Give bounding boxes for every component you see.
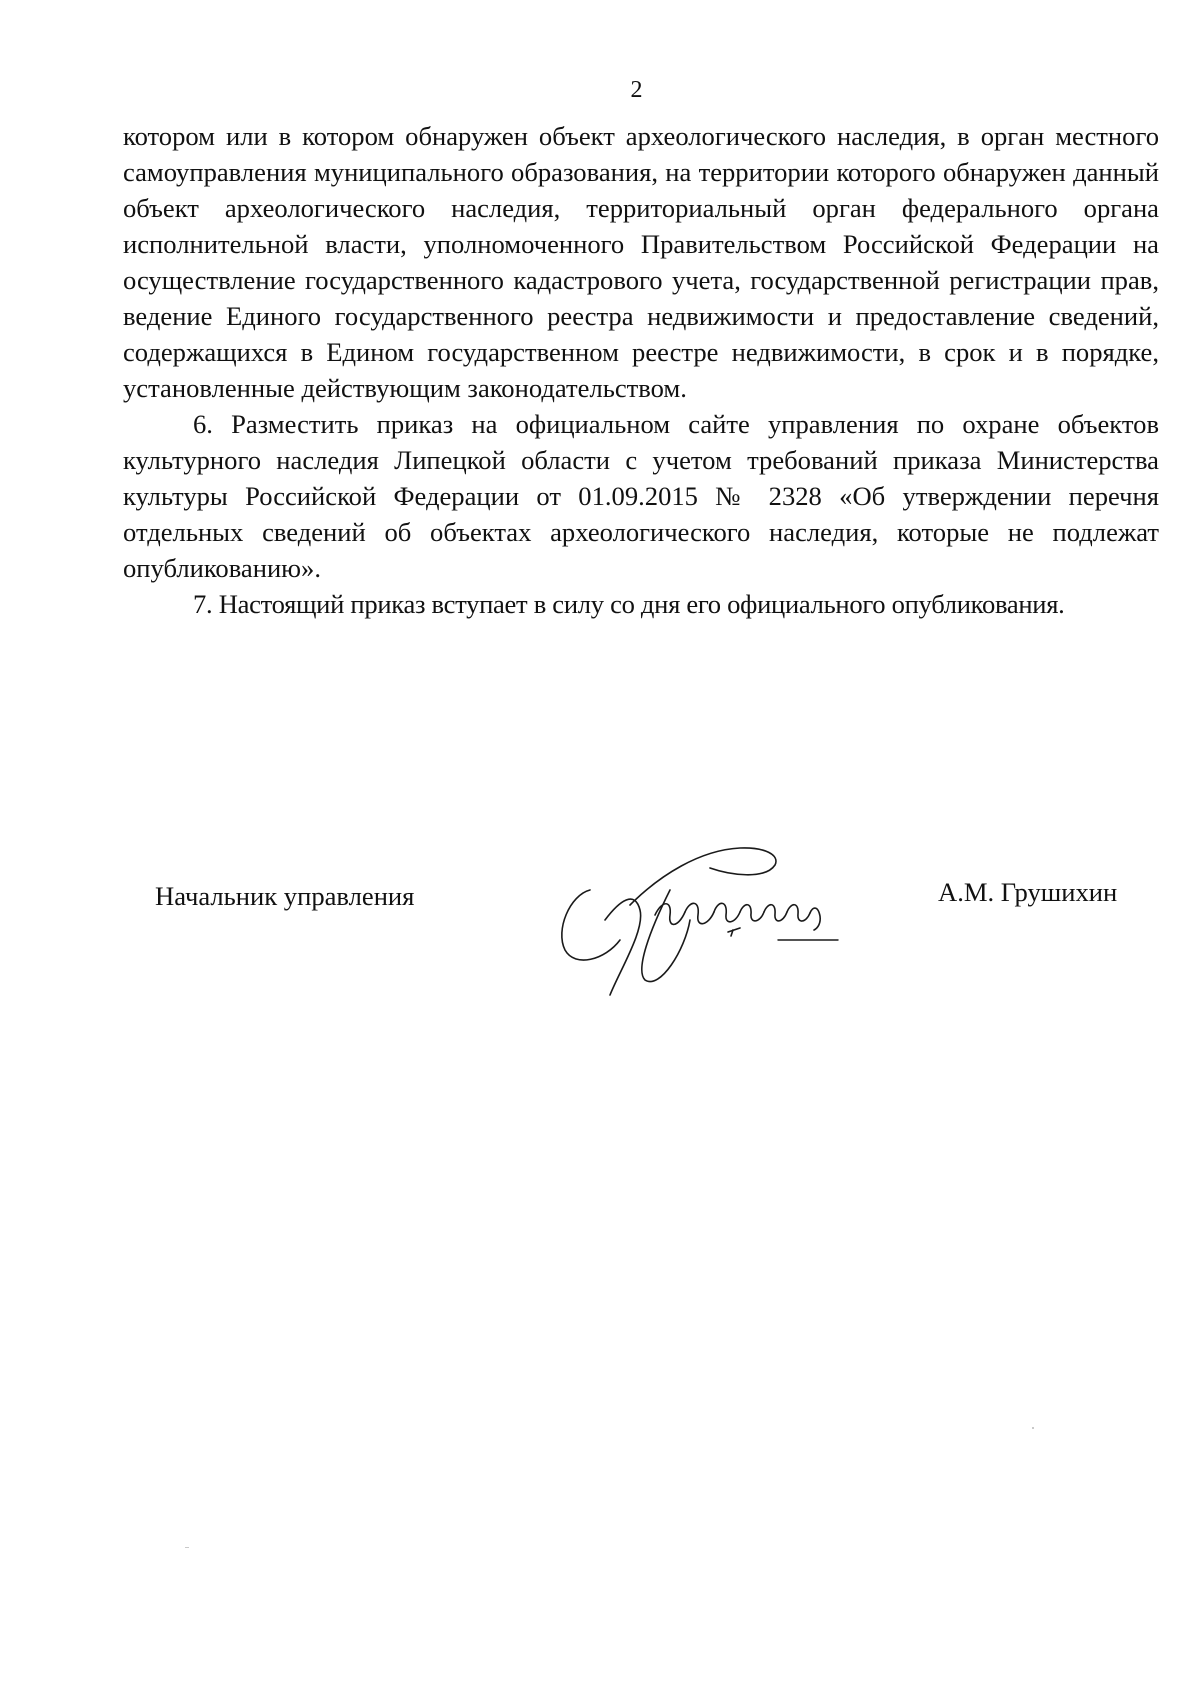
handwritten-signature <box>550 820 910 1000</box>
signatory-name: А.М. Грушихин <box>938 877 1118 907</box>
scan-speck <box>1032 1427 1034 1429</box>
signature-block <box>0 860 1200 1000</box>
paragraph-continuation: котором или в котором обнаружен объект археологического наследия, в орган местного самоуправления муниципального образования, на территории которого обнаружен данный объект археологического наследия, территориальный орган федерального органа исполнительной власти, уполномоченного Правительством Российской Федерации на осуществление государственного кадастрового учета, государственной регистрации прав, ведение Единого государственного реестра недвижимости и предоставление сведений, содержащихся в Едином государственном реестре недвижимости, в срок и в порядке, установленные действующим законодательством. <box>123 121 1159 403</box>
paragraph-item-7: 7. Настоящий приказ вступает в силу со дня его официального опубликования. <box>193 589 1065 619</box>
paragraph-item-6: 6. Разместить приказ на официальном сайте управления по охране объектов культурного наследия Липецкой области с учетом требований приказа Министерства культуры Российской Федерации от 01.09.2015 № 2328 «Об утверждении перечня отдельных сведений об объектах археологического наследия, которые не подлежат опубликованию». <box>123 409 1159 583</box>
page-number: 2 <box>630 77 643 103</box>
document-body <box>123 118 1159 622</box>
signatory-position: Начальник управления <box>155 881 415 911</box>
scan-speck <box>185 1547 189 1548</box>
